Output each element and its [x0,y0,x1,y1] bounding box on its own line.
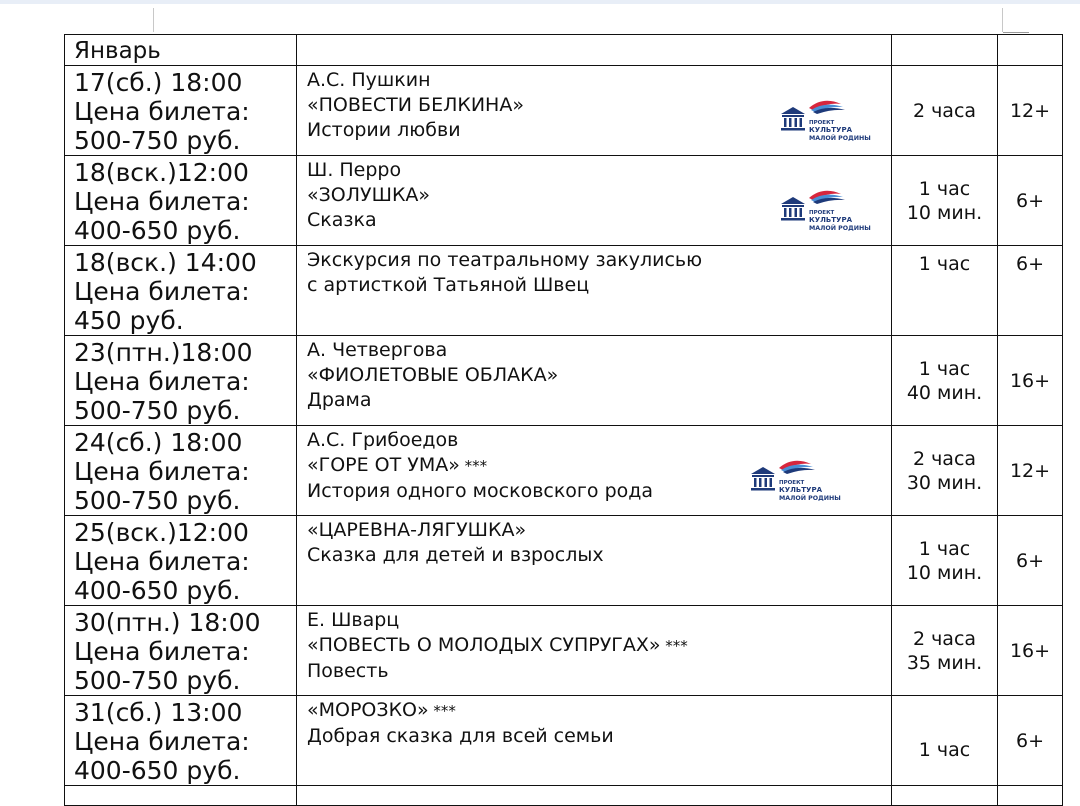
age-cell [998,696,1063,786]
price-label: Цена билета: [74,367,250,396]
date-cell [65,426,297,516]
event-date: 18(вск.) 14:00 [74,248,257,277]
age-rating: 16+ [1009,639,1051,662]
age-cell [998,606,1063,696]
event-cell [297,606,892,696]
table-row [65,246,1063,336]
culture-project-logo [749,456,839,500]
age-cell [998,156,1063,246]
age-cell [998,426,1063,516]
price-value: 400-650 руб. [74,756,241,785]
duration-cell [892,516,998,606]
duration-hours: 2 часа [912,627,977,650]
duration-hours: 1 час [918,177,971,200]
duration-cell [892,336,998,426]
age-rating: 12+ [1009,99,1051,122]
event-cell [297,66,892,156]
duration-cell [892,606,998,696]
logo-line-2: КУЛЬТУРА [809,216,852,224]
logo-line-3: МАЛОЙ РОДИНЫ [779,495,841,502]
duration-minutes: 35 мин. [906,651,983,674]
age-rating: 6+ [1015,253,1044,275]
culture-project-logo [779,96,869,140]
logo-line-1: ПРОЕКТ [779,480,805,486]
event-genre: История одного московского рода [307,480,654,502]
event-date: 30(птн.) 18:00 [74,608,261,637]
event-date: 18(вск.)12:00 [74,158,249,187]
duration-hours: 1 час [918,253,971,275]
margin-marker-left [153,8,154,32]
duration-hours: 1 час [918,357,971,380]
logo-line-2: КУЛЬТУРА [779,486,822,494]
duration-cell [892,66,998,156]
event-subtitle: с артисткой Татьяной Швец [307,274,590,296]
event-author: Ш. Перро [307,159,402,181]
price-value: 450 руб. [74,306,184,335]
duration-cell [892,156,998,246]
price-value: 500-750 руб. [74,666,241,695]
event-author: А.С. Пушкин [307,69,431,91]
event-genre: Сказка для детей и взрослых [307,544,604,566]
event-title: «ПОВЕСТЬ О МОЛОДЫХ СУПРУГАХ» [307,634,661,656]
event-title: «ГОРЕ ОТ УМА» [307,454,460,476]
price-value: 400-650 руб. [74,576,241,605]
event-author: А.С. Грибоедов [307,429,459,451]
duration-hours: 2 часа [912,99,977,122]
age-cell [998,246,1063,336]
event-cell [297,516,892,606]
age-rating: 16+ [1009,369,1051,392]
duration-minutes: 30 мин. [906,471,983,494]
age-cell [998,336,1063,426]
event-genre: Драма [307,389,372,411]
month-label: Январь [74,38,161,64]
duration-hours: 1 час [918,537,971,560]
culture-project-logo [779,186,869,230]
margin-marker-right [1002,8,1003,32]
schedule-table [64,34,1063,806]
duration-hours: 1 час [918,738,971,761]
table-row [65,66,1063,156]
event-title: «ЗОЛУШКА» [307,184,431,206]
duration-minutes: 10 мин. [906,561,983,584]
event-genre: Истории любви [307,119,461,141]
event-cell [297,426,892,516]
event-cell [297,246,892,336]
date-cell [65,606,297,696]
event-genre: Добрая сказка для всей семьи [307,725,614,747]
event-marker: *** [459,457,488,475]
age-rating: 6+ [1015,729,1044,752]
event-cell [297,156,892,246]
price-label: Цена билета: [74,547,250,576]
price-value: 400-650 руб. [74,216,241,245]
event-author: А. Четвергова [307,339,448,361]
margin-tick [1003,32,1029,33]
event-marker: *** [428,702,456,720]
month-cell [65,35,297,66]
table-row [65,606,1063,696]
age-rating: 6+ [1015,189,1044,212]
price-label: Цена билета: [74,97,250,126]
price-label: Цена билета: [74,727,250,756]
price-label: Цена билета: [74,457,250,486]
event-cell [297,696,892,786]
date-cell [65,156,297,246]
event-title: «ФИОЛЕТОВЫЕ ОБЛАКА» [307,364,559,386]
logo-line-3: МАЛОЙ РОДИНЫ [809,135,871,142]
price-value: 500-750 руб. [74,486,241,515]
table-row [65,516,1063,606]
date-cell [65,516,297,606]
event-title: «ЦАРЕВНА-ЛЯГУШКА» [307,519,527,541]
price-label: Цена билета: [74,187,250,216]
event-title: «ПОВЕСТИ БЕЛКИНА» [307,94,524,116]
price-value: 500-750 руб. [74,126,241,155]
event-author: Е. Шварц [307,609,400,631]
event-date: 31(сб.) 13:00 [74,698,243,727]
price-value: 500-750 руб. [74,396,241,425]
event-marker: *** [660,637,688,655]
event-cell [297,336,892,426]
duration-minutes: 40 мин. [906,381,983,404]
date-cell [65,336,297,426]
age-rating: 12+ [1009,459,1051,482]
duration-cell [892,426,998,516]
price-label: Цена билета: [74,637,250,666]
event-genre: Сказка [307,209,377,231]
age-cell [998,66,1063,156]
event-date: 17(сб.) 18:00 [74,68,243,97]
price-label: Цена билета: [74,277,250,306]
table-row-partial [65,786,1063,806]
event-date: 23(птн.)18:00 [74,338,253,367]
event-date: 24(сб.) 18:00 [74,428,243,457]
window-top-bar [0,0,1080,4]
age-rating: 6+ [1015,549,1044,572]
duration-cell [892,696,998,786]
duration-minutes: 10 мин. [906,201,983,224]
logo-line-3: МАЛОЙ РОДИНЫ [809,225,871,232]
event-genre: Повесть [307,660,389,682]
date-cell [65,696,297,786]
duration-hours: 2 часа [912,447,977,470]
table-row [65,156,1063,246]
logo-line-2: КУЛЬТУРА [809,126,852,134]
logo-line-1: ПРОЕКТ [809,120,835,126]
age-cell [998,516,1063,606]
event-title: «МОРОЗКО» [307,699,429,721]
duration-cell [892,246,998,336]
event-date: 25(вск.)12:00 [74,518,249,547]
date-cell [65,246,297,336]
logo-line-1: ПРОЕКТ [809,210,835,216]
table-header-row [65,35,1063,66]
table-row [65,426,1063,516]
table-row [65,696,1063,786]
date-cell [65,66,297,156]
event-title: Экскурсия по театральному закулисью [307,249,703,271]
table-row [65,336,1063,426]
